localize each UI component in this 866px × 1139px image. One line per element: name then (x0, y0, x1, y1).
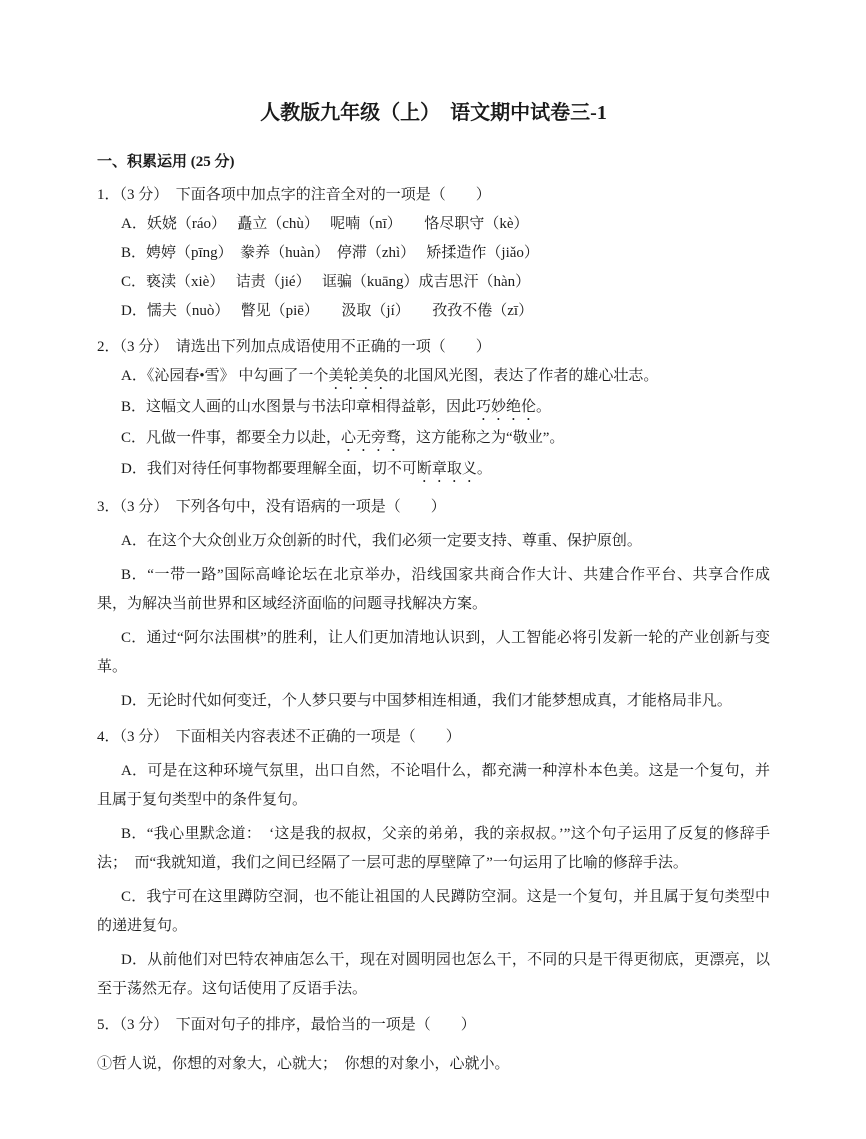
question-stem (97, 1011, 770, 1040)
option-line (97, 820, 770, 878)
text-segment: B．娉婷（pīng） 豢养（huàn） 停滞（zhì） 矫揉造作（jiǎo） (121, 245, 539, 261)
text-segment: B．“一带一路”国际高峰论坛在北京举办，沿线国家共商合作大计、共建合作平台、共享合作成果，为解决当前世界和区域经济面临的问题寻找解决方案。 (97, 567, 770, 612)
option-line (97, 561, 770, 619)
option-line (97, 239, 770, 268)
text-segment: B．这幅文人画的山水图景与书法印章相得益彰，因此 (121, 399, 477, 415)
emphasized-idiom: 巧妙绝伦 (476, 399, 537, 415)
section-heading: 一、积累运用 (25 分) (97, 154, 235, 170)
text-segment: 1．（3 分） 下面各项中加点字的注音全对的一项是（ ） (97, 187, 491, 203)
emphasized-idiom: 心无旁骛 (341, 430, 402, 446)
text-segment: 5．（3 分） 下面对句子的排序，最恰当的一项是（ ） (97, 1017, 476, 1033)
option-line (97, 210, 770, 239)
text-segment: A．妖娆（ráo） 矗立（chù） 呢喃（nī） 恪尽职守（kè） (121, 216, 529, 232)
text-segment: 。 (476, 461, 492, 477)
text-segment: A．在这个大众创业万众创新的时代，我们必须一定要支持、尊重、保护原创。 (121, 533, 642, 549)
text-segment: C．通过“阿尔法围棋”的胜利，让人们更加清地认识到，人工智能必将引发新一轮的产业创新与变革。 (97, 630, 770, 675)
text-segment: 的北国风光图，表达了作者的雄心壮志。 (388, 368, 659, 384)
option-line (97, 624, 770, 682)
question-stem (97, 493, 770, 522)
option-line (97, 362, 770, 393)
document-body (97, 181, 770, 1079)
option-line (97, 527, 770, 556)
text-segment: B．“我心里默念道： ‘这是我的叔叔，父亲的弟弟，我的亲叔叔。’”这个句子运用了反复的修辞手法； 而“我就知道，我们之间已经隔了一层可悲的厚壁障了”一句运用了比喻的修辞手法。 (97, 826, 770, 871)
text-segment: D．我们对待任何事物都要理解全面，切不可 (121, 461, 417, 477)
text-segment: 2．（3 分） 请选出下列加点成语使用不正确的一项（ ） (97, 339, 491, 355)
text-segment: ①哲人说，你想的对象大，心就大； 你想的对象小，心就小。 (97, 1056, 510, 1072)
option-line (97, 393, 770, 424)
option-line (97, 687, 770, 716)
text-segment: D．无论时代如何变迁，个人梦只要与中国梦相连相通，我们才能梦想成真，才能格局非凡。 (121, 693, 732, 709)
text-segment: D．从前他们对巴特农神庙怎么干，现在对圆明园也怎么干，不同的只是干得更彻底，更漂亮，以至于荡然无存。这句话使用了反语手法。 (97, 952, 770, 997)
option-line (97, 297, 770, 326)
option-line (97, 455, 770, 486)
question-stem (97, 333, 770, 362)
question-stem (97, 723, 770, 752)
option-line (97, 424, 770, 455)
emphasized-idiom: 美轮美奂 (328, 368, 389, 384)
text-segment: D．懦夫（nuò） 瞥见（piē） 汲取（jí） 孜孜不倦（zī） (121, 303, 534, 319)
option-line (97, 883, 770, 941)
text-segment: 4．（3 分） 下面相关内容表述不正确的一项是（ ） (97, 729, 461, 745)
option-line (97, 946, 770, 1004)
text-segment: C．亵渎（xiè） 诘责（jié） 诓骗（kuāng）成吉思汗（hàn） (121, 274, 531, 290)
text-segment: ，这方能称之为“敬业”。 (401, 430, 565, 446)
text-segment: A．《沁园春•雪》 中勾画了一个 (121, 368, 329, 384)
text-segment: 3．（3 分） 下列各句中，没有语病的一项是（ ） (97, 499, 446, 515)
text-segment: C．凡做一件事，都要全力以赴， (121, 430, 342, 446)
option-line (97, 268, 770, 297)
paragraph (97, 1050, 770, 1079)
option-line (97, 757, 770, 815)
page-title: 人教版九年级（上） 语文期中试卷三-1 (260, 102, 607, 124)
text-segment: A．可是在这种环境气氛里，出口自然，不论唱什么，都充满一种淳朴本色美。这是一个复句，并且属于复句类型中的条件复句。 (97, 763, 770, 808)
text-segment: C．我宁可在这里蹲防空洞，也不能让祖国的人民蹲防空洞。这是一个复句，并且属于复句类型中的递进复句。 (97, 889, 770, 934)
emphasized-idiom: 断章取义 (416, 461, 477, 477)
question-stem (97, 181, 770, 210)
text-segment: 。 (536, 399, 552, 415)
